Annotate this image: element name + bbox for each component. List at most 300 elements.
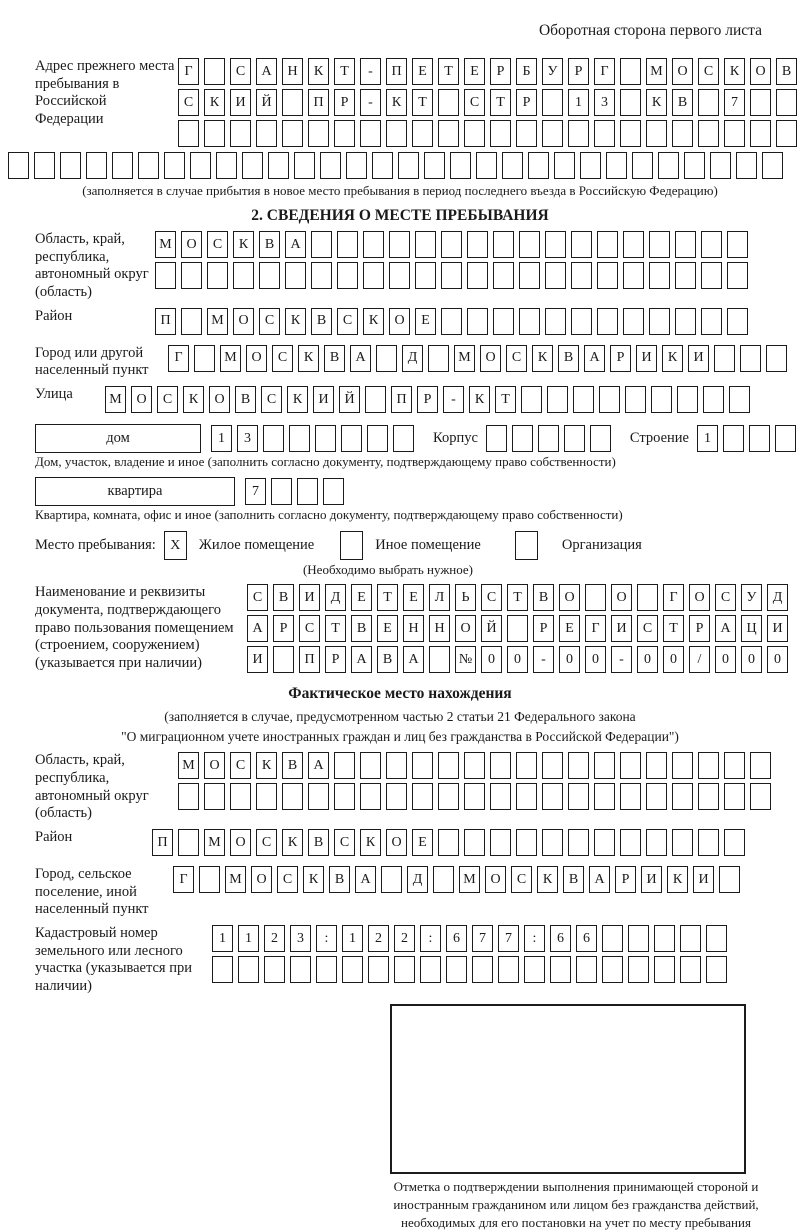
char-cell[interactable]: [472, 956, 493, 983]
char-cell[interactable]: [573, 386, 594, 413]
char-cell[interactable]: И: [641, 866, 662, 893]
char-cell[interactable]: [568, 829, 589, 856]
char-cell[interactable]: [524, 956, 545, 983]
char-cell[interactable]: [654, 925, 675, 952]
char-cell[interactable]: К: [646, 89, 667, 116]
char-cell[interactable]: [242, 152, 263, 179]
char-cell[interactable]: [571, 308, 592, 335]
char-cell[interactable]: [723, 425, 744, 452]
char-cell[interactable]: 7: [245, 478, 266, 505]
char-cell[interactable]: [441, 231, 462, 258]
char-cell[interactable]: [259, 262, 280, 289]
char-cell[interactable]: [714, 345, 735, 372]
char-cell[interactable]: [490, 120, 511, 147]
char-cell[interactable]: С: [230, 752, 251, 779]
char-cell[interactable]: 6: [446, 925, 467, 952]
char-cell[interactable]: [34, 152, 55, 179]
char-cell[interactable]: [672, 783, 693, 810]
street-row-1[interactable]: [105, 386, 755, 413]
char-cell[interactable]: [502, 152, 523, 179]
char-cell[interactable]: 6: [550, 925, 571, 952]
char-cell[interactable]: [542, 829, 563, 856]
char-cell[interactable]: Г: [178, 58, 199, 85]
char-cell[interactable]: [464, 829, 485, 856]
char-cell[interactable]: [680, 925, 701, 952]
char-cell[interactable]: К: [667, 866, 688, 893]
char-cell[interactable]: [698, 120, 719, 147]
char-cell[interactable]: [750, 783, 771, 810]
char-cell[interactable]: [389, 231, 410, 258]
char-cell[interactable]: [256, 120, 277, 147]
char-cell[interactable]: [334, 120, 355, 147]
char-cell[interactable]: [542, 120, 563, 147]
char-cell[interactable]: О: [611, 584, 632, 611]
char-cell[interactable]: [212, 956, 233, 983]
char-cell[interactable]: В: [259, 231, 280, 258]
char-cell[interactable]: [545, 308, 566, 335]
char-cell[interactable]: [672, 829, 693, 856]
char-cell[interactable]: [367, 425, 388, 452]
char-cell[interactable]: [651, 386, 672, 413]
char-cell[interactable]: [594, 829, 615, 856]
char-cell[interactable]: [658, 152, 679, 179]
char-cell[interactable]: [568, 120, 589, 147]
char-cell[interactable]: [724, 783, 745, 810]
char-cell[interactable]: [420, 956, 441, 983]
char-cell[interactable]: [706, 925, 727, 952]
char-cell[interactable]: 0: [585, 646, 606, 673]
char-cell[interactable]: 3: [237, 425, 258, 452]
char-cell[interactable]: [554, 152, 575, 179]
char-cell[interactable]: [424, 152, 445, 179]
char-cell[interactable]: [749, 425, 770, 452]
char-cell[interactable]: [597, 262, 618, 289]
char-cell[interactable]: [490, 829, 511, 856]
char-cell[interactable]: [386, 783, 407, 810]
char-cell[interactable]: [323, 478, 344, 505]
char-cell[interactable]: С: [178, 89, 199, 116]
char-cell[interactable]: Й: [481, 615, 502, 642]
char-cell[interactable]: У: [542, 58, 563, 85]
char-cell[interactable]: С: [337, 308, 358, 335]
char-cell[interactable]: :: [420, 925, 441, 952]
char-cell[interactable]: [727, 262, 748, 289]
char-cell[interactable]: [602, 925, 623, 952]
char-cell[interactable]: [178, 829, 199, 856]
char-cell[interactable]: [698, 89, 719, 116]
char-cell[interactable]: [580, 152, 601, 179]
char-cell[interactable]: [464, 783, 485, 810]
char-cell[interactable]: [398, 152, 419, 179]
char-cell[interactable]: [519, 262, 540, 289]
char-cell[interactable]: А: [285, 231, 306, 258]
char-cell[interactable]: [724, 752, 745, 779]
char-cell[interactable]: [542, 89, 563, 116]
char-cell[interactable]: К: [256, 752, 277, 779]
char-cell[interactable]: [450, 152, 471, 179]
char-cell[interactable]: [675, 231, 696, 258]
char-cell[interactable]: О: [386, 829, 407, 856]
char-cell[interactable]: [625, 386, 646, 413]
char-cell[interactable]: [294, 152, 315, 179]
char-cell[interactable]: Д: [402, 345, 423, 372]
char-cell[interactable]: [646, 783, 667, 810]
char-cell[interactable]: Е: [403, 584, 424, 611]
char-cell[interactable]: [256, 783, 277, 810]
char-cell[interactable]: 7: [498, 925, 519, 952]
char-cell[interactable]: [571, 231, 592, 258]
char-cell[interactable]: А: [403, 646, 424, 673]
char-cell[interactable]: И: [299, 584, 320, 611]
char-cell[interactable]: [282, 120, 303, 147]
char-cell[interactable]: [623, 308, 644, 335]
prev-address-row-4[interactable]: [8, 152, 792, 179]
char-cell[interactable]: С: [334, 829, 355, 856]
char-cell[interactable]: М: [155, 231, 176, 258]
char-cell[interactable]: [620, 752, 641, 779]
cadastral-row-2[interactable]: [212, 956, 732, 983]
char-cell[interactable]: [736, 152, 757, 179]
char-cell[interactable]: [178, 783, 199, 810]
char-cell[interactable]: [464, 752, 485, 779]
char-cell[interactable]: [564, 425, 585, 452]
char-cell[interactable]: [571, 262, 592, 289]
char-cell[interactable]: И: [611, 615, 632, 642]
char-cell[interactable]: Е: [464, 58, 485, 85]
char-cell[interactable]: Г: [173, 866, 194, 893]
char-cell[interactable]: [230, 783, 251, 810]
char-cell[interactable]: [775, 425, 796, 452]
char-cell[interactable]: В: [776, 58, 797, 85]
char-cell[interactable]: О: [131, 386, 152, 413]
region2-row-1[interactable]: [178, 752, 776, 779]
char-cell[interactable]: В: [273, 584, 294, 611]
char-cell[interactable]: [542, 752, 563, 779]
char-cell[interactable]: [381, 866, 402, 893]
char-cell[interactable]: Т: [377, 584, 398, 611]
char-cell[interactable]: :: [524, 925, 545, 952]
char-cell[interactable]: [412, 783, 433, 810]
char-cell[interactable]: 0: [559, 646, 580, 673]
char-cell[interactable]: К: [532, 345, 553, 372]
char-cell[interactable]: Г: [168, 345, 189, 372]
char-cell[interactable]: Б: [516, 58, 537, 85]
char-cell[interactable]: [724, 120, 745, 147]
char-cell[interactable]: [498, 956, 519, 983]
char-cell[interactable]: С: [207, 231, 228, 258]
char-cell[interactable]: [360, 120, 381, 147]
char-cell[interactable]: [320, 152, 341, 179]
char-cell[interactable]: У: [741, 584, 762, 611]
char-cell[interactable]: 0: [663, 646, 684, 673]
char-cell[interactable]: О: [750, 58, 771, 85]
char-cell[interactable]: [438, 120, 459, 147]
char-cell[interactable]: О: [181, 231, 202, 258]
char-cell[interactable]: [727, 308, 748, 335]
char-cell[interactable]: [315, 425, 336, 452]
char-cell[interactable]: [490, 752, 511, 779]
char-cell[interactable]: [233, 262, 254, 289]
char-cell[interactable]: М: [105, 386, 126, 413]
char-cell[interactable]: [703, 386, 724, 413]
char-cell[interactable]: [568, 783, 589, 810]
char-cell[interactable]: [719, 866, 740, 893]
char-cell[interactable]: М: [459, 866, 480, 893]
char-cell[interactable]: С: [230, 58, 251, 85]
char-cell[interactable]: 3: [594, 89, 615, 116]
char-cell[interactable]: [594, 752, 615, 779]
char-cell[interactable]: О: [389, 308, 410, 335]
char-cell[interactable]: Р: [689, 615, 710, 642]
char-cell[interactable]: Е: [351, 584, 372, 611]
char-cell[interactable]: [164, 152, 185, 179]
char-cell[interactable]: М: [225, 866, 246, 893]
char-cell[interactable]: 1: [568, 89, 589, 116]
char-cell[interactable]: К: [282, 829, 303, 856]
char-cell[interactable]: К: [183, 386, 204, 413]
char-cell[interactable]: И: [230, 89, 251, 116]
char-cell[interactable]: О: [455, 615, 476, 642]
char-cell[interactable]: [376, 345, 397, 372]
char-cell[interactable]: С: [481, 584, 502, 611]
char-cell[interactable]: О: [204, 752, 225, 779]
document-row-3[interactable]: [247, 646, 793, 673]
char-cell[interactable]: [493, 231, 514, 258]
char-cell[interactable]: 7: [724, 89, 745, 116]
char-cell[interactable]: [750, 752, 771, 779]
char-cell[interactable]: И: [636, 345, 657, 372]
char-cell[interactable]: С: [464, 89, 485, 116]
char-cell[interactable]: К: [662, 345, 683, 372]
char-cell[interactable]: 7: [472, 925, 493, 952]
char-cell[interactable]: [672, 120, 693, 147]
char-cell[interactable]: [386, 120, 407, 147]
char-cell[interactable]: [412, 120, 433, 147]
char-cell[interactable]: П: [155, 308, 176, 335]
char-cell[interactable]: [204, 58, 225, 85]
char-cell[interactable]: [368, 956, 389, 983]
char-cell[interactable]: 0: [741, 646, 762, 673]
char-cell[interactable]: Д: [325, 584, 346, 611]
char-cell[interactable]: И: [767, 615, 788, 642]
char-cell[interactable]: В: [235, 386, 256, 413]
city-row-1[interactable]: [168, 345, 792, 372]
char-cell[interactable]: [646, 829, 667, 856]
char-cell[interactable]: [311, 262, 332, 289]
char-cell[interactable]: К: [308, 58, 329, 85]
char-cell[interactable]: [415, 262, 436, 289]
char-cell[interactable]: [181, 308, 202, 335]
char-cell[interactable]: О: [480, 345, 501, 372]
char-cell[interactable]: Е: [412, 829, 433, 856]
char-cell[interactable]: П: [152, 829, 173, 856]
char-cell[interactable]: О: [689, 584, 710, 611]
char-cell[interactable]: [585, 584, 606, 611]
char-cell[interactable]: [334, 752, 355, 779]
char-cell[interactable]: [360, 752, 381, 779]
char-cell[interactable]: [729, 386, 750, 413]
char-cell[interactable]: Н: [403, 615, 424, 642]
char-cell[interactable]: Р: [325, 646, 346, 673]
char-cell[interactable]: М: [646, 58, 667, 85]
char-cell[interactable]: 1: [238, 925, 259, 952]
char-cell[interactable]: [337, 231, 358, 258]
char-cell[interactable]: 6: [576, 925, 597, 952]
char-cell[interactable]: [623, 262, 644, 289]
char-cell[interactable]: -: [443, 386, 464, 413]
char-cell[interactable]: Т: [325, 615, 346, 642]
char-cell[interactable]: К: [303, 866, 324, 893]
char-cell[interactable]: [415, 231, 436, 258]
char-cell[interactable]: [264, 956, 285, 983]
char-cell[interactable]: В: [377, 646, 398, 673]
char-cell[interactable]: Й: [339, 386, 360, 413]
char-cell[interactable]: [542, 783, 563, 810]
char-cell[interactable]: А: [308, 752, 329, 779]
char-cell[interactable]: А: [589, 866, 610, 893]
stroenie-cells[interactable]: [697, 425, 801, 452]
char-cell[interactable]: [199, 866, 220, 893]
char-cell[interactable]: [724, 829, 745, 856]
char-cell[interactable]: [512, 425, 533, 452]
char-cell[interactable]: К: [363, 308, 384, 335]
char-cell[interactable]: [628, 925, 649, 952]
prev-address-row-2[interactable]: [178, 89, 802, 116]
char-cell[interactable]: [632, 152, 653, 179]
char-cell[interactable]: И: [688, 345, 709, 372]
char-cell[interactable]: [394, 956, 415, 983]
char-cell[interactable]: [701, 262, 722, 289]
char-cell[interactable]: [363, 262, 384, 289]
char-cell[interactable]: [620, 89, 641, 116]
char-cell[interactable]: К: [724, 58, 745, 85]
char-cell[interactable]: Р: [490, 58, 511, 85]
char-cell[interactable]: Е: [559, 615, 580, 642]
char-cell[interactable]: [308, 120, 329, 147]
char-cell[interactable]: [412, 752, 433, 779]
char-cell[interactable]: [271, 478, 292, 505]
char-cell[interactable]: [672, 752, 693, 779]
char-cell[interactable]: [602, 956, 623, 983]
char-cell[interactable]: [467, 231, 488, 258]
char-cell[interactable]: [675, 308, 696, 335]
char-cell[interactable]: К: [360, 829, 381, 856]
char-cell[interactable]: К: [233, 231, 254, 258]
char-cell[interactable]: М: [220, 345, 241, 372]
char-cell[interactable]: [297, 478, 318, 505]
char-cell[interactable]: Г: [594, 58, 615, 85]
char-cell[interactable]: С: [247, 584, 268, 611]
prev-address-row-1[interactable]: [178, 58, 802, 85]
char-cell[interactable]: Г: [585, 615, 606, 642]
char-cell[interactable]: [334, 783, 355, 810]
char-cell[interactable]: [628, 956, 649, 983]
char-cell[interactable]: В: [324, 345, 345, 372]
char-cell[interactable]: Д: [407, 866, 428, 893]
char-cell[interactable]: О: [246, 345, 267, 372]
char-cell[interactable]: [538, 425, 559, 452]
char-cell[interactable]: [637, 584, 658, 611]
char-cell[interactable]: 1: [342, 925, 363, 952]
region2-row-2[interactable]: [178, 783, 776, 810]
char-cell[interactable]: [438, 783, 459, 810]
char-cell[interactable]: К: [298, 345, 319, 372]
char-cell[interactable]: [766, 345, 787, 372]
char-cell[interactable]: А: [256, 58, 277, 85]
korpus-cells[interactable]: [486, 425, 616, 452]
char-cell[interactable]: [8, 152, 29, 179]
char-cell[interactable]: 0: [481, 646, 502, 673]
char-cell[interactable]: [316, 956, 337, 983]
char-cell[interactable]: 2: [264, 925, 285, 952]
char-cell[interactable]: С: [511, 866, 532, 893]
char-cell[interactable]: [675, 262, 696, 289]
char-cell[interactable]: В: [308, 829, 329, 856]
char-cell[interactable]: Р: [273, 615, 294, 642]
document-row-1[interactable]: [247, 584, 793, 611]
char-cell[interactable]: [547, 386, 568, 413]
char-cell[interactable]: В: [329, 866, 350, 893]
char-cell[interactable]: [528, 152, 549, 179]
char-cell[interactable]: М: [207, 308, 228, 335]
char-cell[interactable]: [740, 345, 761, 372]
char-cell[interactable]: Т: [663, 615, 684, 642]
char-cell[interactable]: С: [299, 615, 320, 642]
char-cell[interactable]: 2: [368, 925, 389, 952]
char-cell[interactable]: [597, 231, 618, 258]
city2-row-1[interactable]: [173, 866, 745, 893]
char-cell[interactable]: [289, 425, 310, 452]
char-cell[interactable]: [433, 866, 454, 893]
char-cell[interactable]: [285, 262, 306, 289]
char-cell[interactable]: Й: [256, 89, 277, 116]
house-number-cells[interactable]: [211, 425, 419, 452]
char-cell[interactable]: :: [316, 925, 337, 952]
char-cell[interactable]: 1: [212, 925, 233, 952]
char-cell[interactable]: [363, 231, 384, 258]
char-cell[interactable]: М: [454, 345, 475, 372]
char-cell[interactable]: [545, 262, 566, 289]
char-cell[interactable]: -: [533, 646, 554, 673]
char-cell[interactable]: Д: [767, 584, 788, 611]
char-cell[interactable]: [516, 829, 537, 856]
char-cell[interactable]: [649, 308, 670, 335]
char-cell[interactable]: Е: [412, 58, 433, 85]
char-cell[interactable]: [750, 89, 771, 116]
char-cell[interactable]: О: [485, 866, 506, 893]
char-cell[interactable]: [181, 262, 202, 289]
char-cell[interactable]: О: [559, 584, 580, 611]
char-cell[interactable]: [365, 386, 386, 413]
char-cell[interactable]: [476, 152, 497, 179]
char-cell[interactable]: А: [584, 345, 605, 372]
char-cell[interactable]: [568, 752, 589, 779]
char-cell[interactable]: [178, 120, 199, 147]
document-row-2[interactable]: [247, 615, 793, 642]
district2-row-1[interactable]: [152, 829, 750, 856]
char-cell[interactable]: [623, 231, 644, 258]
char-cell[interactable]: [438, 829, 459, 856]
prev-address-row-3[interactable]: [178, 120, 802, 147]
char-cell[interactable]: О: [233, 308, 254, 335]
char-cell[interactable]: К: [287, 386, 308, 413]
char-cell[interactable]: [701, 231, 722, 258]
char-cell[interactable]: [230, 120, 251, 147]
char-cell[interactable]: О: [251, 866, 272, 893]
char-cell[interactable]: [337, 262, 358, 289]
char-cell[interactable]: [441, 308, 462, 335]
char-cell[interactable]: [360, 783, 381, 810]
